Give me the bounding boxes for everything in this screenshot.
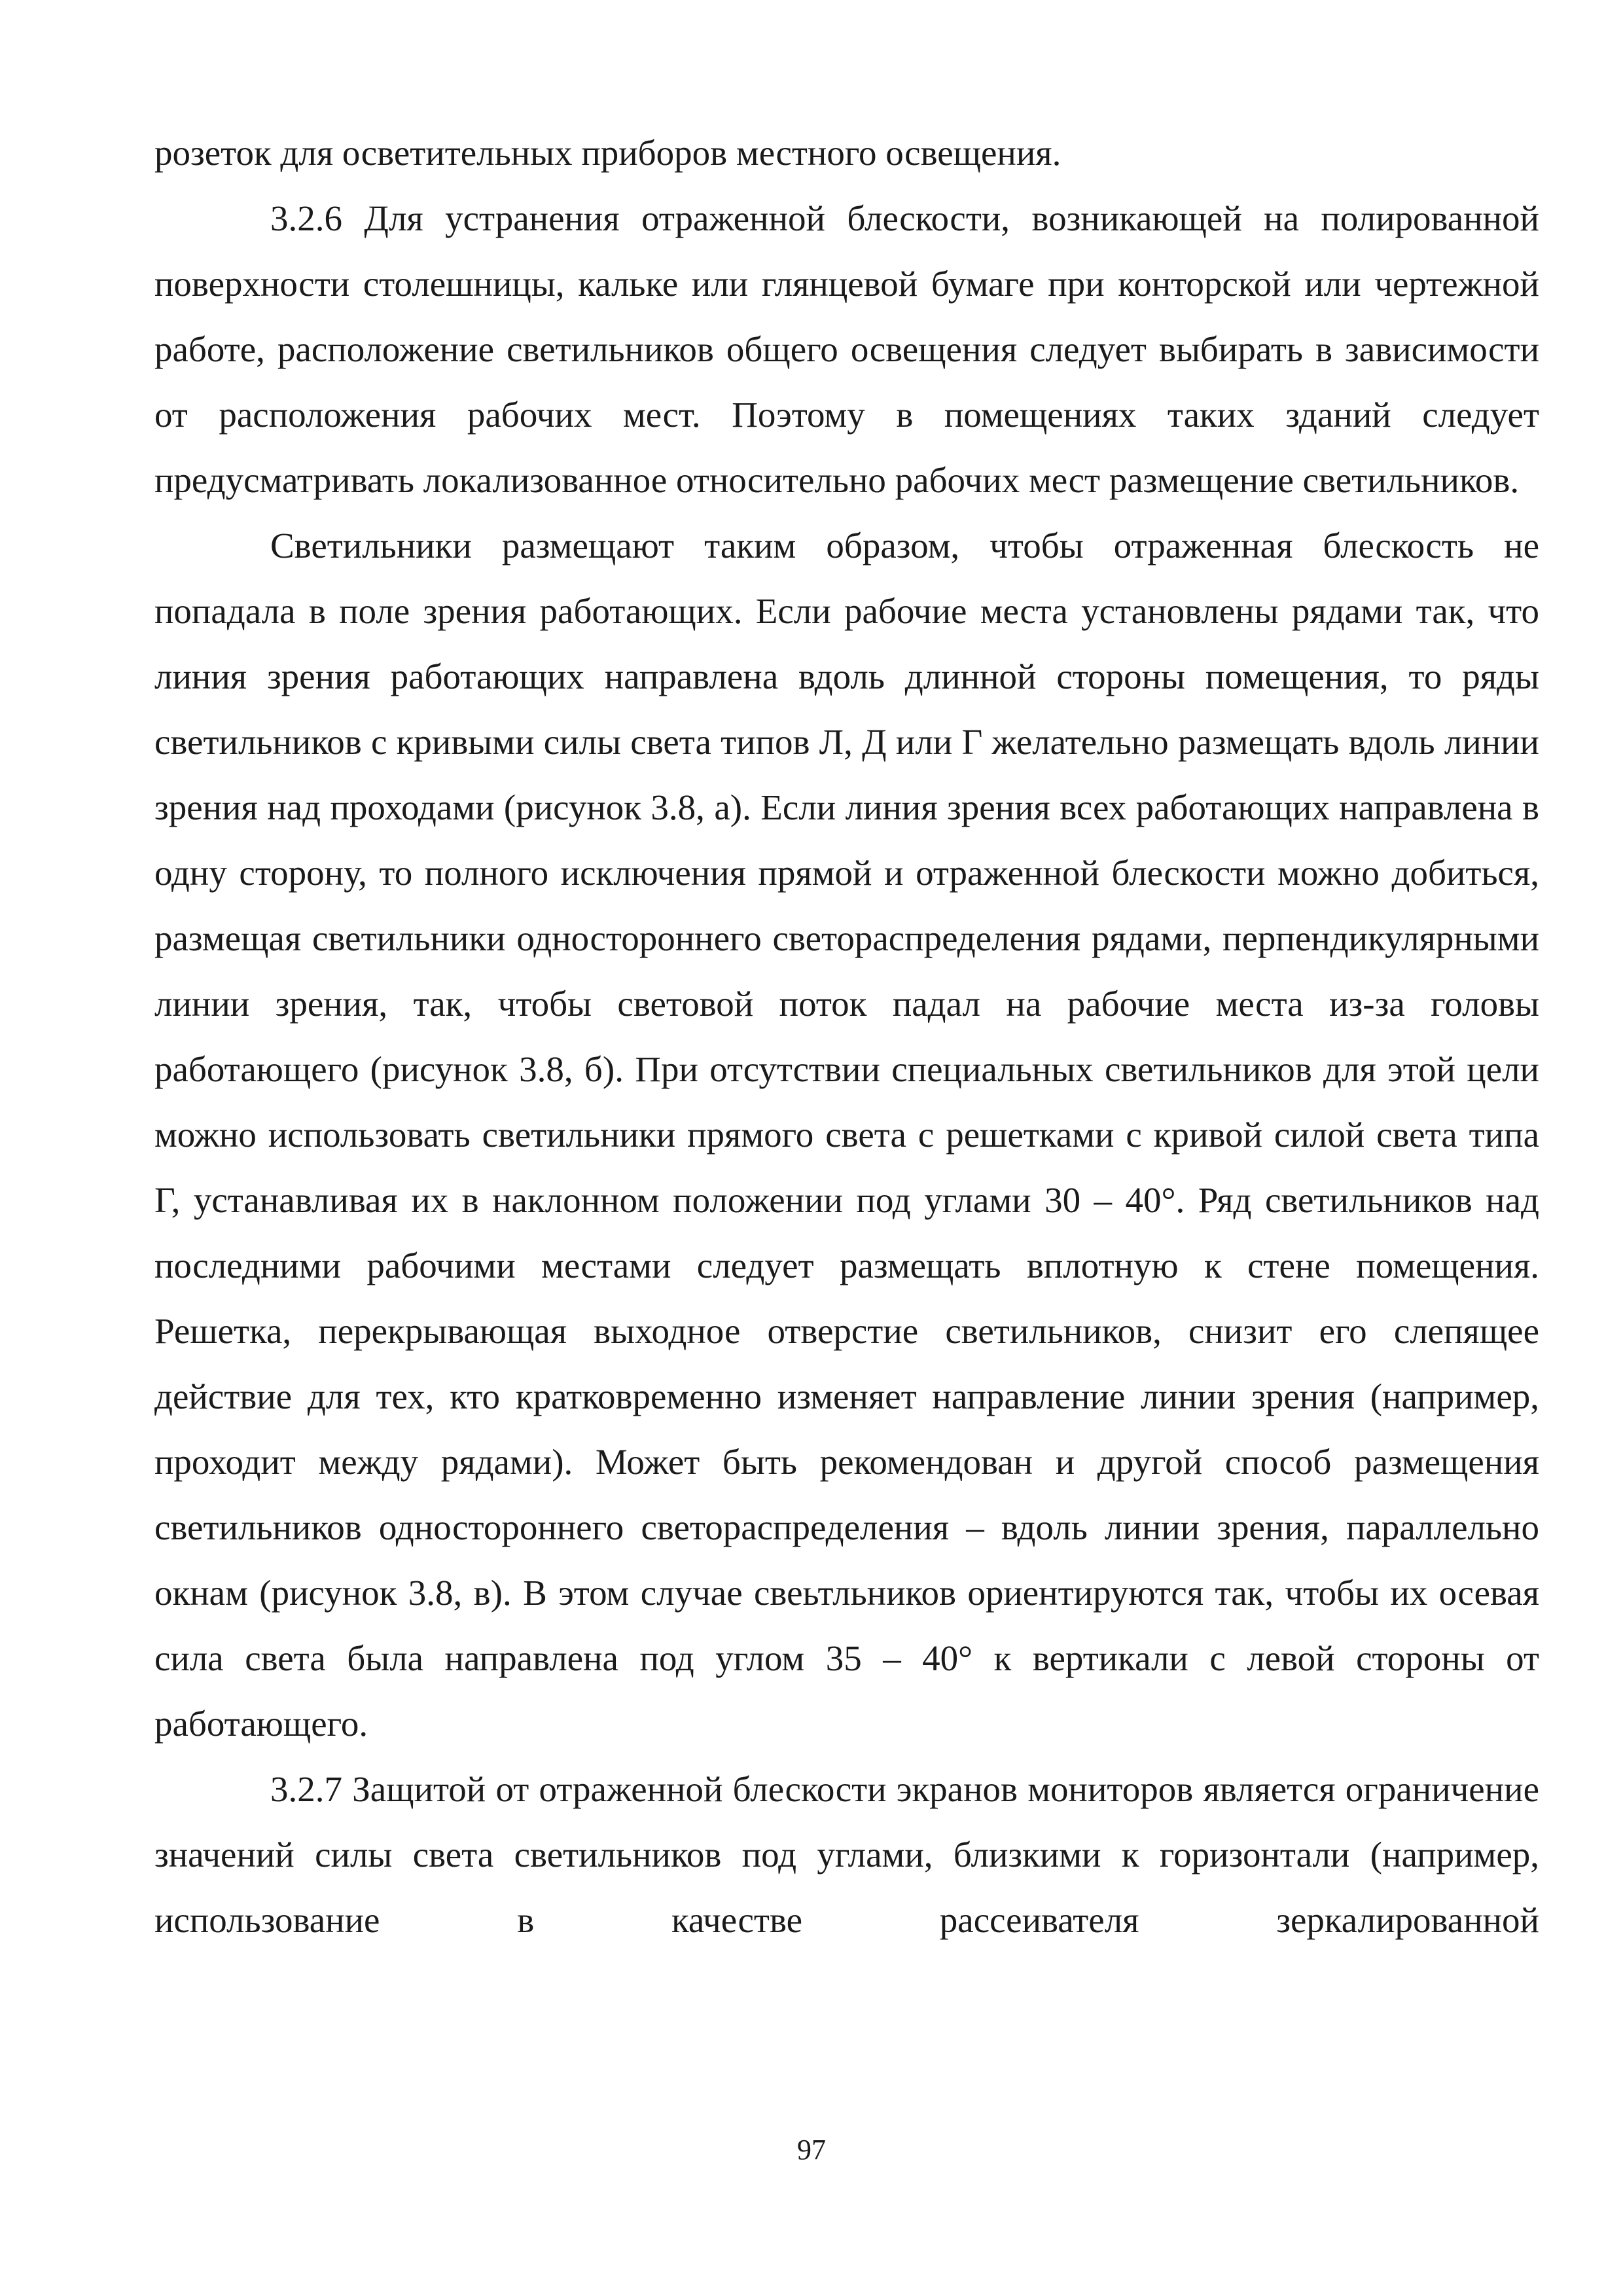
paragraph-clause-3-2-7: 3.2.7 Защитой от отраженной блескости экранов мониторов является ограничение значений силы света светильников под углами, близкими к горизонтали (например, использование в качестве рассеивателя зеркалированной — [154, 1769, 1539, 1940]
paragraph-clause-3-2-6: 3.2.6 Для устранения отраженной блескости, возникающей на полированной поверхности столешницы, кальке или глянцевой бумаге при конторской или чертежной работе, расположение светильников общего освещения следует выбирать в зависимости от расположения рабочих мест. Поэтому в помещениях таких зданий следует предусматривать локализованное относительно рабочих мест размещение светильников. — [154, 198, 1539, 500]
paragraph-luminaires-placement: Светильники размещают таким образом, чтобы отраженная блескость не попадала в поле зрения работающих. Если рабочие места установлены рядами так, что линия зрения работающих направлена вдоль длинной стороны помещения, то ряды светильников с кривыми силы света типов Л, Д или Г желательно размещать вдоль линии зрения над проходами (рисунок 3.8, а). Если линия зрения всех работающих направлена в одну сторону, то полного исключения прямой и отраженной блескости можно добиться, размещая светильники одностороннего светораспределения рядами, перпендикулярными линии зрения, так, чтобы световой поток падал на рабочие места из-за головы работающего (рисунок 3.8, б). При отсутствии специальных светильников для этой цели можно использовать светильники прямого света с решетками с кривой силой света типа Г, устанавливая их в наклонном положении под углами 30 – 40°. Ряд светильников над последними рабочими местами следует размещать вплотную к стене помещения. Решетка, перекрывающая выходное отверстие светильников, снизит его слепящее действие для тех, кто кратковременно изменяет направление линии зрения (например, проходит между рядами). Может быть рекомендован и другой способ размещения светильников одностороннего светораспределения – вдоль линии зрения, параллельно окнам (рисунок 3.8, в). В этом случае свеьтльников ориентируются так, чтобы их осевая сила света была направлена под углом 35 – 40° к вертикали с левой стороны от работающего. — [154, 526, 1539, 1744]
paragraph-continuation: розеток для осветительных приборов местного освещения. — [154, 133, 1061, 173]
page-body — [154, 120, 1539, 1953]
page-number: 97 — [797, 2134, 826, 2166]
